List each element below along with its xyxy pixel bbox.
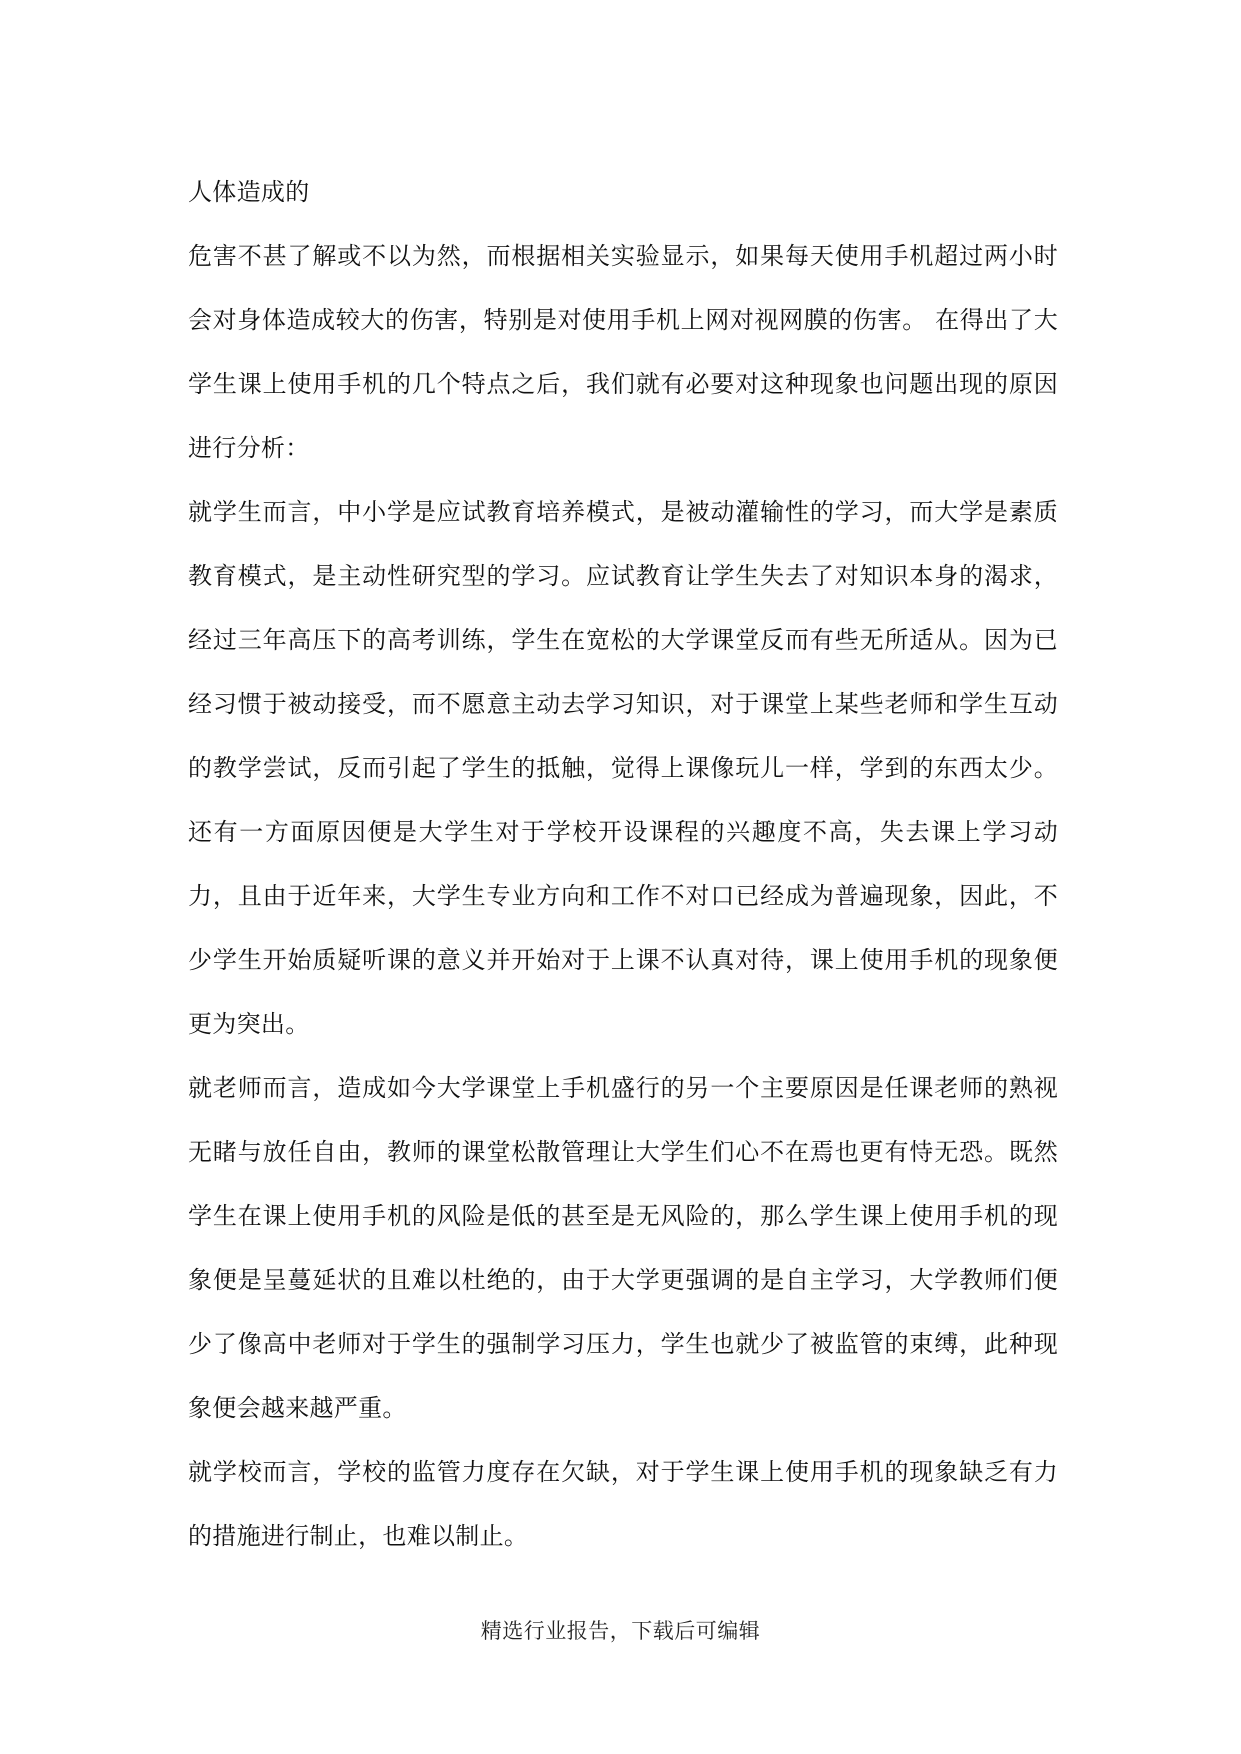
paragraph-teacher-reasons: 就老师而言，造成如今大学课堂上手机盛行的另一个主要原因是任课老师的熟视无睹与放任自由，教师的课堂松散管理让大学生们心不在焉也更有恃无恐。既然学生在课上使用手机的风险是低的甚至是无风险的，那么学生课上使用手机的现象便是呈蔓延状的且难以杜绝的，由于大学更强调的是自主学习，大学教师们便少了像高中老师对于学生的强制学习压力，学生也就少了被监管的束缚，此种现象便会越来越严重。 bbox=[188, 1074, 1058, 1422]
document-body bbox=[188, 160, 1058, 1568]
paragraph-fragment-intro: 人体造成的 bbox=[188, 178, 310, 206]
paragraph-phone-harm: 危害不甚了解或不以为然，而根据相关实验显示，如果每天使用手机超过两小时会对身体造成较大的伤害，特别是对使用手机上网对视网膜的伤害。 在得出了大学生课上使用手机的几个特点之后，我们就有必要对这种现象也问题出现的原因进行分析： bbox=[188, 242, 1058, 462]
paragraph-student-reasons: 就学生而言，中小学是应试教育培养模式，是被动灌输性的学习，而大学是素质教育模式，是主动性研究型的学习。应试教育让学生失去了对知识本身的渴求，经过三年高压下的高考训练，学生在宽松的大学课堂反而有些无所适从。因为已经习惯于被动接受，而不愿意主动去学习知识，对于课堂上某些老师和学生互动的教学尝试，反而引起了学生的抵触，觉得上课像玩儿一样，学到的东西太少。还有一方面原因便是大学生对于学校开设课程的兴趣度不高，失去课上学习动力，且由于近年来，大学生专业方向和工作不对口已经成为普遍现象，因此，不少学生开始质疑听课的意义并开始对于上课不认真对待，课上使用手机的现象便更为突出。 bbox=[188, 498, 1058, 1038]
page-footer: 精选行业报告，下载后可编辑 bbox=[480, 1619, 761, 1643]
paragraph-school-reasons: 就学校而言，学校的监管力度存在欠缺，对于学生课上使用手机的现象缺乏有力的措施进行制止，也难以制止。 bbox=[188, 1458, 1058, 1550]
